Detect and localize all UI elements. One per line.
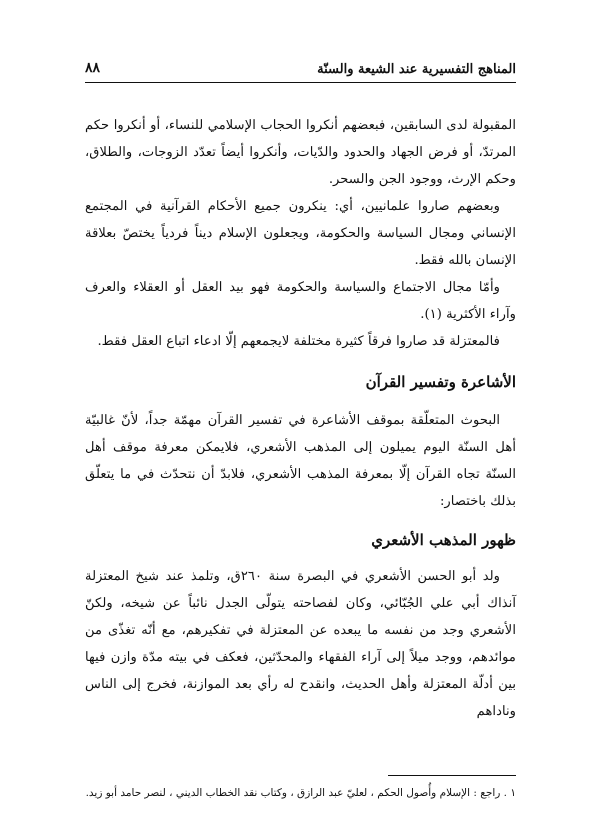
paragraph: البحوث المتعلّقة بموقف الأشاعرة في تفسير القرآن مهمّة جداً، لأنّ غالبيّة أهل السنّة اليوم يميلون إلى المذهب الأشعري، فلايمكن معرفة موقف أهل السنّة تجاه القرآن إلّا بمعرفة المذهب الأشعري، فلابدّ أن نتحدّث في ما يتعلّق بذلك باختصار: [85,413,516,509]
paragraph: وأمّا مجال الاجتماع والسياسة والحكومة فهو بيد العقل أو العقلاء والعرف وآراء الأكثرية (١). [85,280,516,322]
paragraph: المقبولة لدى السابقين، فبعضهم أنكروا الحجاب الإسلامي للنساء، أو أنكروا حكم المرتدّ، أو فرض الجهاد والحدود والدّيات، وأنكروا أيضاً تعدّد الزوجات، والطلاق، وحكم الإرث، ووجود الجن والسحر. [85,118,516,187]
paragraph: فالمعتزلة قد صاروا فرقاً كثيرة مختلفة لايجمعهم إلّا ادعاء اتباع العقل فقط. [97,334,500,349]
subsection-heading: ظهور المذهب الأشعري [371,531,516,549]
footnote-divider [388,775,516,776]
page-number: ٨٨ [85,60,101,76]
paragraph: ولد أبو الحسن الأشعري في البصرة سنة ٢٦٠ق، وتلمذ عند شيخ المعتزلة آنذاك أبي علي الجُبّائي، وكان لفصاحته يتولّى الجدل نائباً عن شيخه، ولكنّ الأشعري وجد من نفسه ما يبعده عن المعتزلة في تفكيرهم، مع أنّه تغذّى من موائدهم، ووجد ميلاً إلى آراء الفقهاء والمحدّثين، فعكف في بيته مدّة وازن فيها بين أدلّة المعتزلة وأهل الحديث، وانقدح له رأي بعد الموازنة، فخرج إلى الناس وناداهم [85,569,516,719]
running-header-title: المناهج التفسيرية عند الشيعة والسنّة [317,62,516,77]
section-heading: الأشاعرة وتفسير القرآن [365,373,516,391]
paragraph: وبعضهم صاروا علمانيين، أي: ينكرون جميع الأحكام القرآنية في المجتمع الإنساني ومجال السياسة والحكومة، ويجعلون الإسلام ديناً فردياً يختصّ بعلاقة الإنسان بالله فقط. [85,199,516,268]
running-header [85,60,516,83]
footnote: ١ . راجع : الإسلام وأُصول الحكم ، لعليّ عبد الرازق ، وكتاب نقد الخطاب الديني ، لنصر حامد أبو زيد. [85,787,516,799]
body-text [85,112,516,725]
